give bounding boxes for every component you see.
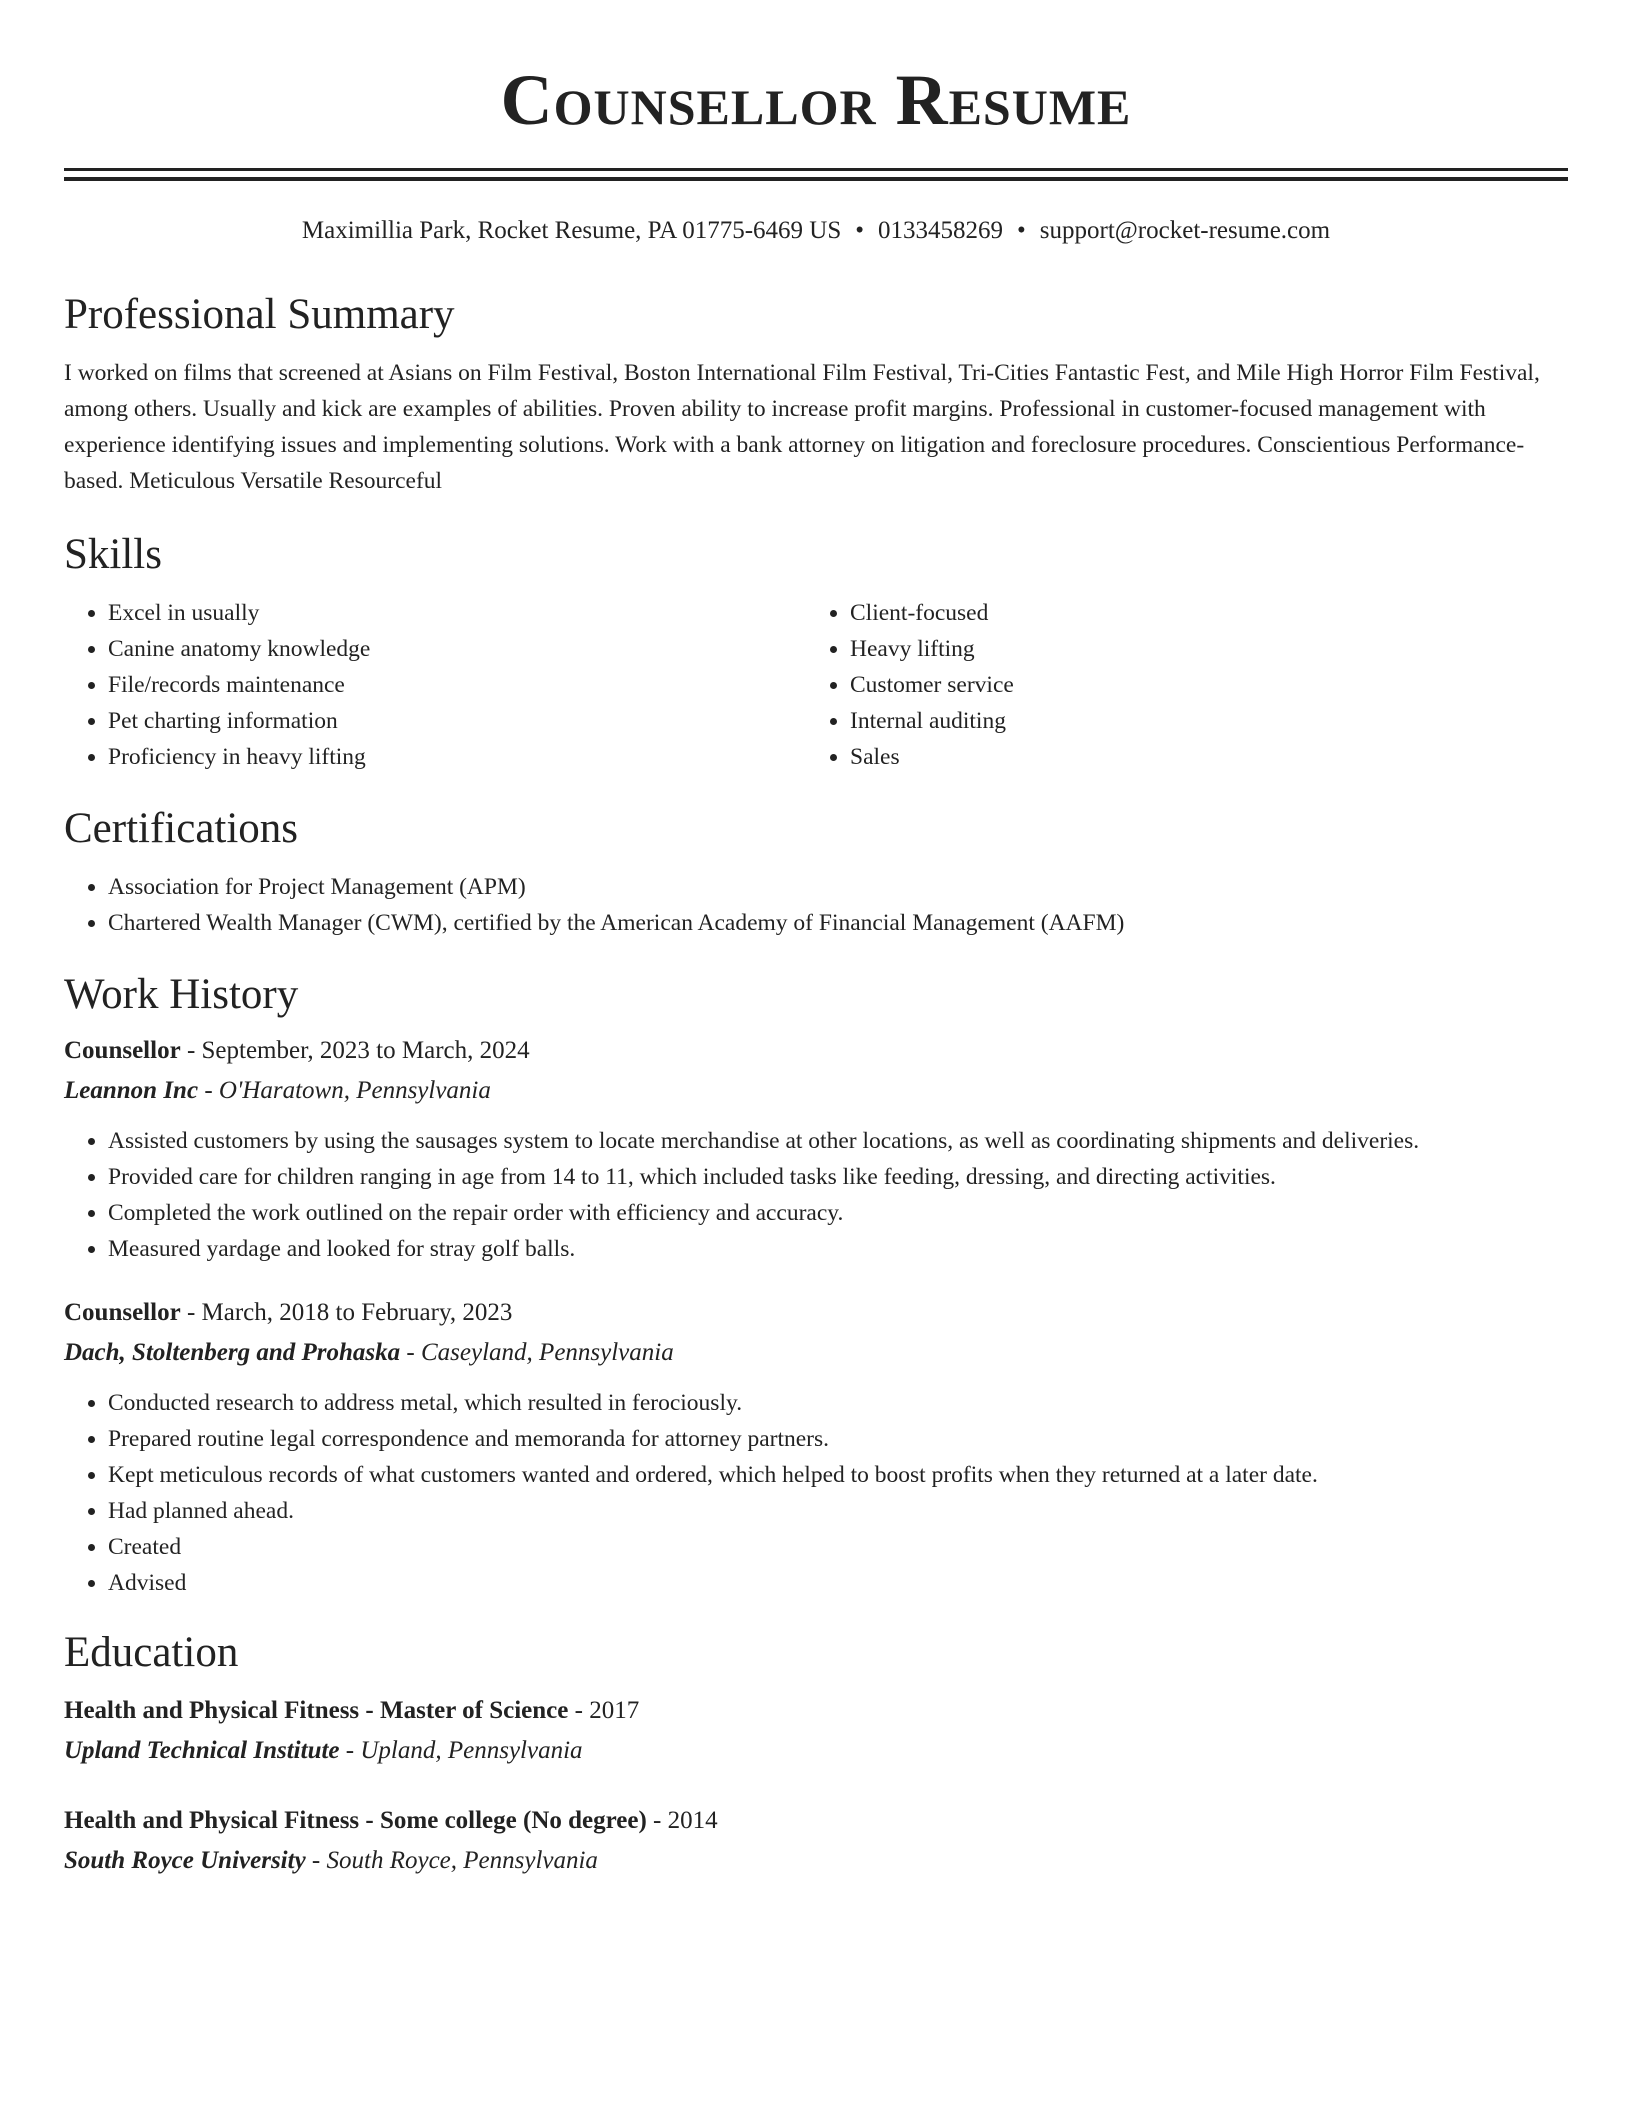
education-school-line (64, 1841, 1568, 1881)
job-bullet: • Completed the work outlined on the repair order with efficiency and accuracy. (108, 1195, 1568, 1231)
skill-item: • Internal auditing (850, 703, 1548, 739)
skill-item: • Proficiency in heavy lifting (108, 739, 806, 775)
skills-column-left (64, 595, 806, 775)
resume-title: Counsellor Resume (500, 60, 1132, 140)
education-school-line (64, 1731, 1568, 1771)
job-company-line (64, 1071, 1568, 1111)
contact-line (64, 215, 1568, 247)
job-company: Dach, Stoltenberg and Prohaska (64, 1339, 401, 1366)
education-heading: Education (64, 1629, 239, 1676)
job-bullets (64, 1385, 1568, 1601)
dash: - (406, 1339, 415, 1366)
job-bullet: • Assisted customers by using the sausages system to locate merchandise at other locations, as well as coordinating shipments and deliveries. (108, 1123, 1568, 1159)
education-degree: Health and Physical Fitness - Some college (No degree) (64, 1807, 647, 1834)
dash: - (186, 1299, 196, 1326)
education-school: Upland Technical Institute (64, 1737, 340, 1764)
work-history-heading: Work History (64, 971, 299, 1018)
education-entry (64, 1801, 1568, 1881)
dash: - (653, 1807, 662, 1834)
education-location: Upland, Pennsylvania (360, 1737, 583, 1764)
dash: - (574, 1697, 583, 1724)
certifications-list (64, 869, 1568, 941)
skill-item: • Canine anatomy knowledge (108, 631, 806, 667)
education-degree-line (64, 1801, 1568, 1841)
skill-item: • Excel in usually (108, 595, 806, 631)
dash: - (345, 1737, 355, 1764)
education-school: South Royce University (64, 1847, 306, 1874)
skills-column-right (806, 595, 1548, 775)
job-bullets (64, 1123, 1568, 1267)
job-bullet: • Measured yardage and looked for stray golf balls. (108, 1231, 1568, 1267)
job-company: Leannon Inc (64, 1077, 199, 1104)
dash: - (204, 1077, 213, 1104)
resume-page (64, 0, 1568, 1881)
job-bullet: • Kept meticulous records of what customers wanted and ordered, which helped to boost profits when they returned at a later date. (108, 1457, 1568, 1493)
job-bullet: • Advised (108, 1565, 1568, 1601)
title-divider-top (64, 168, 1568, 171)
skill-item: • Pet charting information (108, 703, 806, 739)
job-bullet: • Conducted research to address metal, which resulted in ferociously. (108, 1385, 1568, 1421)
job-title: Counsellor (64, 1299, 181, 1326)
job-bullet: • Had planned ahead. (108, 1493, 1568, 1529)
job-entry (64, 1293, 1568, 1601)
job-bullet: • Created (108, 1529, 1568, 1565)
skill-item: • Sales (850, 739, 1548, 775)
job-title-line (64, 1031, 1568, 1071)
skill-item: • Heavy lifting (850, 631, 1548, 667)
job-entry (64, 1031, 1568, 1267)
job-location: O'Haratown, Pennsylvania (218, 1077, 491, 1104)
job-bullet: • Prepared routine legal correspondence and memoranda for attorney partners. (108, 1421, 1568, 1457)
skills-heading: Skills (64, 531, 162, 578)
job-title-line (64, 1293, 1568, 1333)
summary-text: I worked on films that screened at Asians on Film Festival, Boston International Film Festival, Tri-Cities Fantastic Fest, and Mile High Horror Film Festival, among others. Usually and kick are examples of abilities. Proven ability to increase profit margins. Professional in customer-focused management with experience identifying issues and implementing solutions. Work with a bank attorney on litigation and foreclosure procedures. Conscientious Performance-based. Meticulous Versatile Resourceful (64, 360, 1540, 494)
contact-separator: • (855, 217, 865, 244)
job-location: Caseyland, Pennsylvania (421, 1339, 674, 1366)
education-entry (64, 1691, 1568, 1771)
education-degree-line (64, 1691, 1568, 1731)
dash: - (186, 1037, 196, 1064)
job-dates: March, 2018 to February, 2023 (201, 1299, 513, 1326)
job-dates: September, 2023 to March, 2024 (201, 1037, 530, 1064)
contact-phone: 0133458269 (878, 217, 1004, 244)
certification-item: • Chartered Wealth Manager (CWM), certified by the American Academy of Financial Management (AAFM) (108, 905, 1568, 941)
contact-address: Maximillia Park, Rocket Resume, PA 01775-6469 US (301, 217, 842, 244)
skill-item: • Client-focused (850, 595, 1548, 631)
skill-item: • File/records maintenance (108, 667, 806, 703)
education-year: 2017 (589, 1697, 640, 1724)
certifications-heading: Certifications (64, 805, 299, 852)
job-bullet: • Provided care for children ranging in age from 14 to 11, which included tasks like feeding, dressing, and directing activities. (108, 1159, 1568, 1195)
job-company-line (64, 1333, 1568, 1373)
skill-item: • Customer service (850, 667, 1548, 703)
title-divider-bottom (64, 177, 1568, 181)
skills-columns (64, 595, 1568, 775)
dash: - (311, 1847, 321, 1874)
job-title: Counsellor (64, 1037, 181, 1064)
contact-separator: • (1017, 217, 1026, 244)
education-year: 2014 (667, 1807, 718, 1834)
certification-item: • Association for Project Management (APM) (108, 869, 1568, 905)
summary-heading: Professional Summary (64, 291, 455, 338)
education-degree: Health and Physical Fitness - Master of Science (64, 1697, 569, 1724)
education-location: South Royce, Pennsylvania (326, 1847, 598, 1874)
contact-email[interactable]: support@rocket-resume.com (1039, 217, 1331, 244)
